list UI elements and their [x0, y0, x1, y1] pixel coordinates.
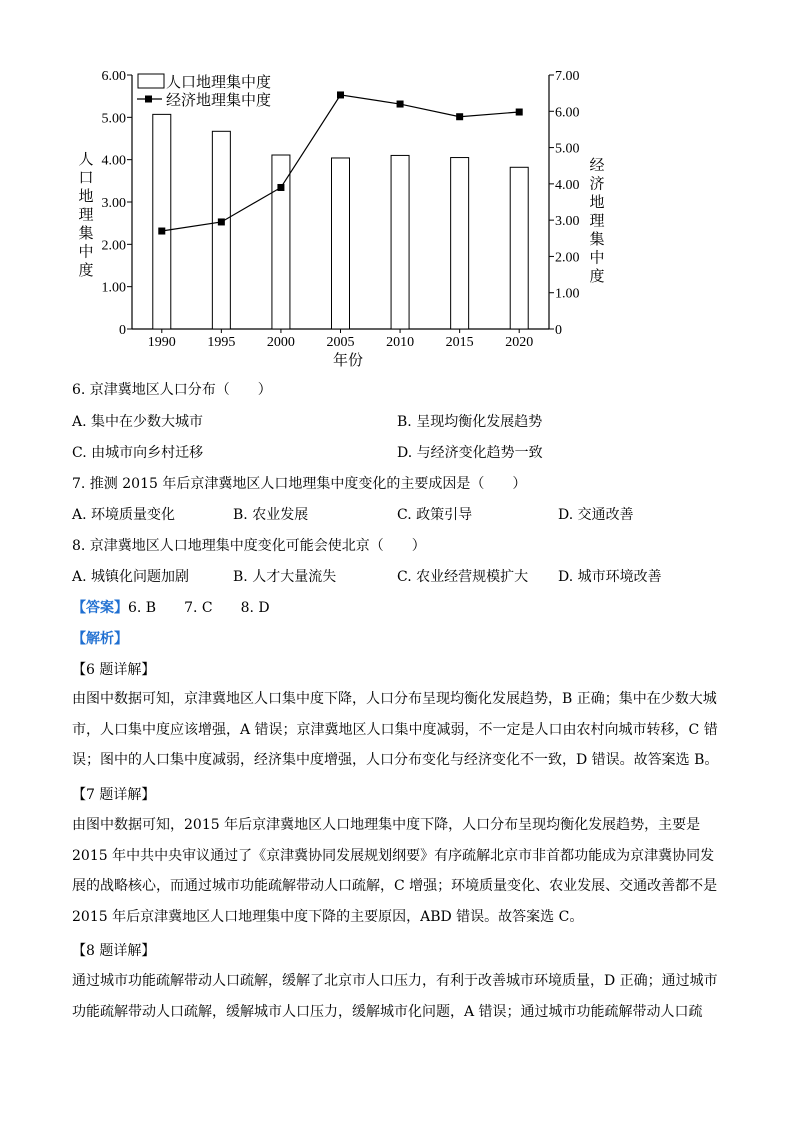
x-tick-label: 1995	[207, 335, 236, 350]
right-axis-title: 经济地理集中度	[589, 158, 605, 285]
bar	[212, 131, 230, 329]
left-tick-label: 3.00	[101, 196, 126, 211]
detail-7-line: 2015 年后京津冀地区人口地理集中度下降的主要原因，ABD 错误。故答案选 C。	[72, 908, 584, 925]
x-tick-label: 2000	[266, 335, 295, 350]
legend-bar-swatch	[138, 74, 164, 88]
question-8-stem: 8. 京津冀地区人口地理集中度变化可能会使北京（ ）	[72, 538, 426, 554]
q6-option-c[interactable]: C. 由城市向乡村迁移	[72, 445, 204, 461]
q7-option-d[interactable]: D. 交通改善	[558, 507, 634, 523]
left-tick-label: 1.00	[101, 280, 126, 296]
answer-text: 6. B 7. C 8. D	[128, 600, 270, 616]
x-tick-label: 2015	[445, 335, 474, 350]
left-tick-label: 0	[119, 323, 126, 338]
legend-line-label: 经济地理集中度	[166, 93, 272, 109]
right-tick-label: 1.00	[555, 286, 580, 302]
q7-option-b[interactable]: B. 农业发展	[233, 507, 309, 523]
detail-6-line: 市，人口集中度应该增强，A 错误；京津冀地区人口集中度减弱，不一定是人口由农村向城市转移，C 错	[72, 721, 718, 738]
legend	[137, 73, 271, 109]
q6-option-a[interactable]: A. 集中在少数大城市	[72, 414, 204, 430]
economy-point	[516, 109, 523, 116]
legend-bar-label: 人口地理集中度	[166, 75, 272, 91]
analysis-title: 【解析】	[72, 631, 128, 647]
bar	[332, 158, 350, 329]
population-economy-concentration-chart	[0, 0, 794, 369]
q6-option-b[interactable]: B. 呈现均衡化发展趋势	[397, 414, 543, 430]
legend-line-marker	[145, 96, 152, 103]
detail-8-line: 通过城市功能疏解带动人口疏解，缓解了北京市人口压力，有利于改善城市环境质量，D 正确；通过城市	[72, 973, 718, 989]
answer-tag: 【答案】	[72, 600, 128, 616]
q8-option-a[interactable]: A. 城镇化问题加剧	[72, 569, 190, 585]
left-tick-label: 6.00	[101, 69, 126, 84]
q7-option-c[interactable]: C. 政策引导	[397, 507, 473, 523]
x-tick-label: 2005	[326, 335, 355, 350]
economy-point	[218, 218, 225, 225]
left-tick-label: 2.00	[101, 238, 126, 254]
bar	[272, 155, 290, 329]
right-tick-label: 3.00	[555, 214, 580, 230]
x-tick-label: 2020	[505, 335, 534, 350]
economy-point	[397, 101, 404, 108]
economy-point	[456, 113, 463, 120]
economy-point	[337, 91, 344, 98]
right-tick-label: 0	[555, 323, 562, 338]
question-6-stem: 6. 京津冀地区人口分布（ ）	[72, 382, 272, 398]
question-7-stem: 7. 推测 2015 年后京津冀地区人口地理集中度变化的主要成因是（ ）	[72, 476, 527, 492]
q7-option-a[interactable]: A. 环境质量变化	[72, 507, 176, 523]
x-tick-label: 2010	[386, 335, 415, 350]
bar	[451, 158, 469, 329]
right-tick-label: 7.00	[555, 69, 580, 84]
left-tick-label: 4.00	[101, 153, 126, 169]
detail-8-title: 【8 题详解】	[72, 943, 156, 959]
detail-8-body	[72, 966, 722, 1027]
right-tick-label: 4.00	[555, 177, 580, 193]
bar	[153, 114, 171, 329]
economy-point	[277, 184, 284, 191]
detail-6-title: 【6 题详解】	[72, 662, 156, 678]
detail-7-line: 2015 年中共中央审议通过了《京津冀协同发展规划纲要》有序疏解北京市非首都功能成为京津冀协同发	[72, 847, 715, 864]
bar	[391, 155, 409, 329]
detail-7-body	[72, 810, 722, 932]
left-tick-label: 5.00	[101, 111, 126, 127]
detail-7-line: 由图中数据可知，2015 年后京津冀地区人口地理集中度下降，人口分布呈现均衡化发展趋势，主要是	[72, 817, 701, 833]
detail-8-line: 功能疏解带动人口疏解，缓解城市人口压力，缓解城市化问题，A 错误；通过城市功能疏解带动人口疏	[72, 1003, 703, 1020]
answer-line	[72, 597, 270, 617]
detail-6-line: 误；图中的人口集中度减弱，经济集中度增强，人口分布变化与经济变化不一致，D 错误。故答案选 B。	[72, 752, 719, 768]
right-tick-label: 6.00	[555, 105, 580, 121]
right-tick-label: 5.00	[555, 141, 580, 157]
q8-option-b[interactable]: B. 人才大量流失	[233, 569, 337, 585]
x-tick-label: 1990	[147, 335, 176, 350]
detail-6-body	[72, 684, 722, 776]
detail-7-line: 展的战略核心，而通过城市功能疏解带动人口疏解，C 增强；环境质量变化、农业发展、交通改善都不是	[72, 878, 718, 894]
detail-6-line: 由图中数据可知，京津冀地区人口集中度下降，人口分布呈现均衡化发展趋势，B 正确；集中在少数大城	[72, 691, 717, 707]
q6-option-d[interactable]: D. 与经济变化趋势一致	[397, 445, 543, 461]
q8-option-d[interactable]: D. 城市环境改善	[558, 569, 662, 585]
left-axis-title: 人口地理集中度	[78, 152, 94, 279]
x-axis-title: 年份	[332, 353, 364, 369]
right-tick-label: 2.00	[555, 250, 580, 266]
economy-point	[158, 228, 165, 235]
q8-option-c[interactable]: C. 农业经营规模扩大	[397, 569, 529, 585]
bar	[510, 167, 528, 329]
detail-7-title: 【7 题详解】	[72, 787, 156, 803]
